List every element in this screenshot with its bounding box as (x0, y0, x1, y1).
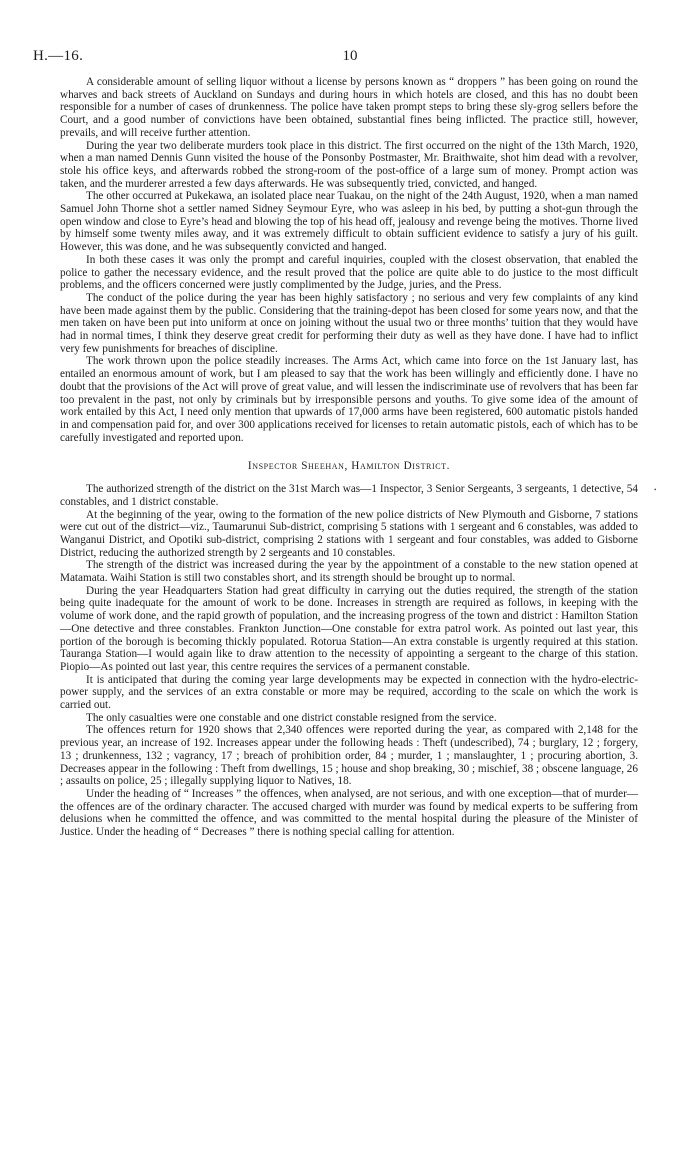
margin-dot: • (654, 486, 657, 494)
paragraph-authorized-strength: The authorized strength of the district on the 31st March was—1 Inspector, 3 Senior Sergeants, 3 sergeants, 1 detective, 54 constables, and 1 district constable. (60, 483, 638, 508)
page-number: 10 (342, 48, 358, 64)
paragraph-increases-analysis: Under the heading of “ Increases ” the offences, when analysed, are not serious, and with one exception—that of murder—the offences are of the ordinary character. The accused charged with murder was found by medical experts to be suffering from delusions when he committed the offence, and was committed to the mental hospital during the pleasure of the Minister of Justice. Under the heading of “ Decreases ” there is nothing special calling for attention. (60, 787, 638, 839)
paragraph-new-districts: At the beginning of the year, owing to the formation of the new police districts of New Plymouth and Gisborne, 7 stations were cut out of the district—viz., Taumarunui Sub-district, comprising 5 stations with 1 sergeant and 6 constables, was added to Wanganui District, and Opotiki sub-district, comprising 2 stations with 1 sergeant and four constables, was added to Gisborne District, reducing the authorized strength by 2 sergeants and 10 constables. (60, 508, 638, 559)
paragraph-police-conduct: The conduct of the police during the year has been highly satisfactory ; no serious and very few complaints of any kind have been made against them by the public. Considering that the training-depot has been closed for some years now, and that the men taken on have been put into uniform at once on joining without the usual two or three months’ tuition that they would have had in normal times, I think they deserve great credit for performing their duty as well as they have done. I have had to inflict very few punishments for breaches of discipline. (60, 291, 638, 355)
paragraph-gunn-murder: During the year two deliberate murders took place in this district. The first occurred on the night of the 13th March, 1920, when a man named Dennis Gunn visited the house of the Ponsonby Postmaster, Mr. Braithwaite, shot him dead with a revolver, stole his office keys, and afterwards robbed the strong-room of the post-office of a large sum of money. Prompt action was taken, and the murderer arrested a few days afterwards. He was subsequently tried, convicted, and hanged. (60, 139, 638, 190)
hamilton-section (60, 483, 638, 839)
paragraph-pukekawa-murder: The other occurred at Pukekawa, an isolated place near Tuakau, on the night of the 24th August, 1920, when a man named Samuel John Thorne shot a settler named Sidney Seymour Eyre, who was asleep in his bed, by putting a shot-gun through the open window and close to Eyre’s head and blowing the top of his head off, jealousy and revenge being the motives. Thorne lived by himself some twenty miles away, and it was extremely difficult to obtain sufficient evidence to satisfy a jury of his guilt. However, this was done, and he was subsequently convicted and hanged. (60, 190, 638, 254)
paragraph-casualties: The only casualties were one constable and one district constable resigned from the service. (86, 711, 497, 724)
paragraph-matamata: The strength of the district was increased during the year by the appointment of a constable to the new station opened at Matamata. Waihi Station is still two constables short, and its strength should be brought up to normal. (60, 559, 638, 585)
paragraph-headquarters: During the year Headquarters Station had great difficulty in carrying out the duties required, the strength of the station being quite inadequate for the amount of work to be done. Increases in strength are required as follows, in keeping with the volume of work done, and the rapid growth of population, and the increasing progress of the town and district : Hamilton Station—One detective and three constables. Frankton Junction—One constable for extra patrol work. As pointed out last year, this portion of the borough is becoming thickly populated. Rotorua Station—An extra constable is urgently required at this station. Tauranga Station—I would again like to draw attention to the necessity of appointing a sergeant to the charge of this station. Piopio—As pointed out last year, this centre requires the services of a permanent constable. (60, 584, 638, 673)
auckland-section (60, 76, 638, 444)
paragraph-arms-act: The work thrown upon the police steadily increases. The Arms Act, which came into force on the 1st January last, has entailed an enormous amount of work, but I am pleased to say that the work has been willingly and efficiently done. I have no doubt that the provisions of the Act will prove of great value, and will lessen the indiscriminate use of revolvers that has been far too prevalent in the past, not only by criminals but by irresponsible persons and youths. To give some idea of the amount of work entailed by this Act, I need only mention that upwards of 17,000 arms have been registered, 600 automatic pistols handed in and compensation paid for, and over 300 applications received for licenses to retain automatic pistols, each of which has to be carefully investigated and reported upon. (60, 355, 638, 444)
paragraph-droppers: A considerable amount of selling liquor without a license by persons known as “ droppers ” has been going on round the wharves and back streets of Auckland on Sundays and during hours in which hotels are closed, and this has no doubt been responsible for a number of cases of drunkenness. The police have taken prompt steps to bring these sly-grog sellers before the Court, and a good number of convictions have been obtained, substantial fines being inflicted. The practice still, however, prevails, and will receive further attention. (60, 76, 638, 139)
paragraph-inquiries: In both these cases it was only the prompt and careful inquiries, coupled with the closest observation, that enabled the police to gather the necessary evidence, and the result proved that the police are quite able to do justice to the most difficult problems, and the officers concerned were justly complimented by the Judge, juries, and the Press. (60, 253, 638, 292)
document-reference: H.—16. (33, 48, 84, 64)
body-text (60, 76, 638, 839)
paragraph-offences-return: The offences return for 1920 shows that 2,340 offences were reported during the year, as compared with 2,148 for the previous year, an increase of 192. Increases appear under the following heads : Theft (undescribed), 74 ; burglary, 12 ; forgery, 13 ; drunkenness, 132 ; vagrancy, 17 ; breach of prohibition order, 84 ; murder, 1 ; manslaughter, 1 ; procuring abortion, 3. Decreases appear in the following : Theft from dwellings, 15 ; house and shop breaking, 30 ; mischief, 38 ; obscene language, 26 ; assaults on police, 25 ; illegally supplying liquor to Natives, 18. (60, 724, 638, 788)
section-heading-hamilton: Inspector Sheehan, Hamilton District. (247, 460, 451, 473)
paragraph-hydro-electric: It is anticipated that during the coming year large developments may be expected in connection with the hydro-electric-power supply, and the services of an extra constable or more may be required, according to the scale on which the work is carried out. (60, 673, 638, 712)
